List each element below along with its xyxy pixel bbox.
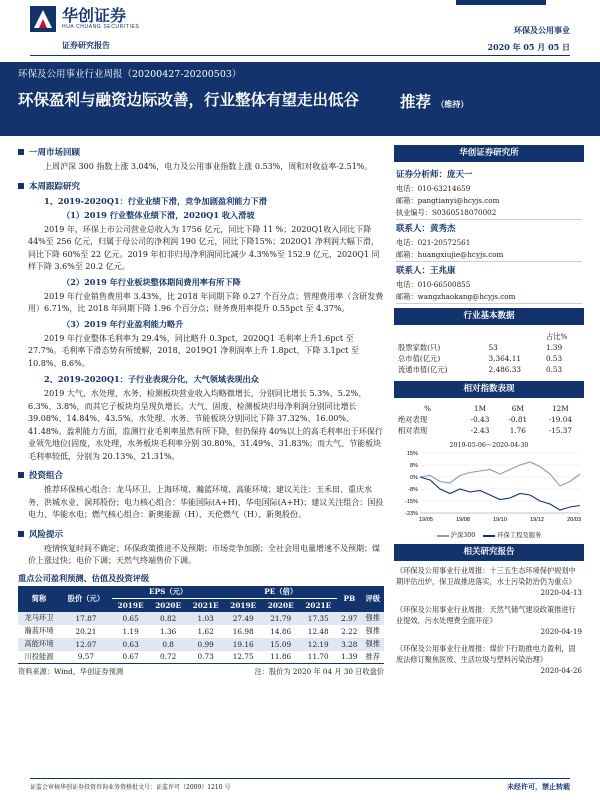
table-cell: 12.75 (224, 651, 262, 664)
analyst-list (394, 162, 584, 308)
legend-swatch-icon (437, 535, 449, 537)
section-title: 本周跟踪研究 (29, 181, 81, 192)
x-tick-label: 19/05 (419, 517, 433, 523)
col-header: 2020E (149, 599, 187, 612)
col-header (489, 331, 546, 342)
report-title: 《环保及公用事业行业周报：天然气储气建设政策推进行业提效，污水处理费全面开征》 (396, 605, 576, 625)
analyst-name: 联系人：黄秀杰 (396, 224, 456, 234)
section-portfolio (18, 469, 384, 481)
analyst-phone: 电话：010-63214659 (396, 184, 471, 193)
table-cell: 21.79 (262, 612, 300, 625)
table-cell: 1.76 (509, 426, 526, 435)
section-research (18, 180, 384, 192)
performance-bar: 相对指数表现 (394, 381, 584, 398)
col-header: 2020E (262, 599, 300, 612)
report-title: 《环保及公用事业行业周报：煤价下行助推电力盈利，固废法修订聚焦医废、生活垃圾与塑料污染治理》 (396, 644, 576, 664)
header-meta (488, 22, 570, 56)
analyst-email: 邮箱：huangxiujie@hcyjs.com (396, 249, 582, 262)
rating (400, 90, 468, 112)
report-title: 环保盈利与融资边际改善，行业整体有望走出低谷 (18, 90, 360, 109)
table-cell: -2.43 (470, 426, 490, 435)
table-cell: 绝对表现 (398, 414, 428, 424)
paragraph: 2019 年行业销售费用率 3.43%，比 2018 年同期下降 0.27 个百分点；管理费用率（含研发费用）6.71%，比 2018 年同期下降 1.96 个百分点；财务费用率提升 0.55pct 至 4.37%。 (28, 291, 384, 313)
basic-data-bar: 行业基本数据 (394, 308, 584, 325)
table-cell: 17.35 (299, 612, 337, 625)
col-header: PB (337, 586, 362, 612)
y-tick-label: 8% (410, 463, 418, 469)
table-cell: 川投能源 (18, 651, 60, 664)
footer-license: 证监会审核华创证券投资咨询业务资格批文号：证监许可（2009）1210 号 (30, 784, 231, 791)
report-subtitle: 环保及公用事业行业周报（20200427-20200503） (18, 69, 242, 80)
table-cell: -0.81 (508, 415, 528, 424)
table-row (394, 425, 584, 436)
table-row (394, 364, 584, 375)
chart-title: 2019-05-06～2020-04-30 (449, 442, 529, 449)
analyst-cert: 执业编号：S0360518070002 (396, 207, 582, 220)
col-header: 占比% (545, 331, 568, 341)
x-tick-label: 19/10 (493, 517, 507, 523)
table-cell: 瀚蓝环境 (18, 625, 60, 638)
col-header: 2021E (187, 599, 225, 612)
col-header: 股价（元） (60, 586, 112, 612)
paragraph: 2019 年，环保上市公司营业总收入为 1756 亿元，同比下降 11 %；2020Q1收入同比下降 44%至 256 亿元，归属于母公司的净利润 190 亿元，同比下降15%；2020Q1 净利润大幅下滑，同比下降 60%至 22 亿元。2019 年扣非归母净利润同比减少 4.3%%至 152.9 亿元，2020Q1 同样下降 3.6%至 20.2 亿元。 (28, 224, 380, 271)
table-cell: -15.37 (548, 426, 573, 435)
col-header: 2019E (112, 599, 150, 612)
sidebar (394, 145, 584, 682)
legend-label: 沪深300 (450, 532, 476, 539)
logo-emblem-icon (30, 6, 56, 32)
report-type: 证券研究报告 (62, 40, 110, 50)
paragraph: 推荐环保核心组合：龙马环卫、上海环境、瀚蓝环境、高能环境；建议关注：玉禾田、重庆水务、洪城水业、洞邦股份；电力核心组合：华能国际(A+H)、华电国际(A+H)；建议关注组合：国投电力、华能水电；燃气核心组合：新奥能源（H）、天伦燃气（H）、新奥股份。 (28, 485, 384, 519)
table-row (394, 342, 584, 353)
analyst-block (396, 223, 582, 262)
report-title: 《环保及公用事业行业周报：十三五生态环境保护规划中期评估出炉，保卫战推进落实，水土污染防治仍为重点》 (396, 566, 576, 586)
table-cell: 12.07 (60, 638, 112, 651)
col-header: 6M (511, 404, 524, 413)
table-cell: 相对表现 (398, 425, 428, 435)
table-row (18, 612, 384, 625)
bullet-square-icon (18, 183, 24, 189)
analyst-block (396, 169, 582, 220)
analyst-phone: 电话：010-66500855 (396, 280, 471, 289)
footer-divider (30, 778, 570, 779)
table-cell: 11.70 (299, 651, 337, 664)
table-cell: 股票家数(只) (398, 342, 441, 352)
table-cell: 0.72 (149, 651, 187, 664)
table-cell: 0.67 (112, 651, 150, 664)
table-cell: 2.22 (337, 625, 362, 638)
logo-name-cn: 华创证券 (62, 6, 127, 25)
header-accent-tab (456, 0, 546, 5)
table-cell: 15.09 (262, 638, 300, 651)
table-cell: 9.57 (60, 651, 112, 664)
analyst-email: 邮箱：wangzhaokang@hcyjs.com (396, 291, 582, 304)
table-row (18, 651, 384, 664)
table-footnote (18, 667, 384, 677)
subheading: 2、2019-2020Q1：子行业表现分化，大气领域表现出众 (44, 374, 259, 384)
bullet-square-icon (18, 531, 24, 537)
analyst-email: 邮箱：pangtianyi@hcyjs.com (396, 196, 500, 205)
legend-swatch-icon (483, 535, 495, 537)
source-note: 资料来源：Wind，华创证券预测 (18, 667, 124, 676)
analyst-phone: 电话：021-20572561 (396, 238, 471, 247)
table-cell: 1.03 (187, 612, 225, 625)
analyst-name: 联系人：王兆康 (396, 266, 456, 276)
table-cell: 14.86 (262, 625, 300, 638)
x-tick-label: 19/12 (530, 517, 544, 523)
table-cell: 16.98 (224, 625, 262, 638)
table-cell: 0.8 (149, 638, 187, 651)
col-header: EPS（元） (112, 586, 225, 599)
paragraph: 2019 年行业整体毛利率为 29.4%，同比略升 0.3pct，2020Q1 毛利率上升1.6pct 至 27.7%。毛利率下滑态势有所缓解，2018、2019Q1 净利润率上升 1.8pct、下降 3.1pct 至 10.8%、8.6%。 (28, 333, 360, 368)
industry-label: 环保及公用事业 (514, 25, 570, 35)
table-cell: 推荐 (362, 651, 384, 664)
table-cell: 0.53 (545, 354, 563, 363)
table-cell: 1.39 (337, 651, 362, 664)
section-title: 一周市场回顾 (29, 148, 81, 158)
institute-bar: 华创证券研究所 (394, 145, 584, 162)
table-cell: 3,364.11 (488, 354, 522, 363)
subheading: （3）2019 年行业盈利能力略升 (62, 318, 184, 329)
title-band (0, 62, 600, 136)
table-cell: 1.39 (545, 343, 563, 352)
table-row (18, 638, 384, 651)
y-tick-label: -15% (405, 499, 418, 505)
price-note: 注：股价为 2020 年 04 月 30 日收盘价 (254, 667, 384, 676)
paragraph: 2019 大气、水处理、水务、检测板块营业收入均略微增长，分别同比增长 5.3%、5.2%、6.3%、3.8%，而其它子板块均呈现负增长。大气、固废、检测板块归母净利润分别同比增长 39.08%、14.84%、43.5%。水处理、水务、节能板块分别同比下降 37.32%、16.00%、41.48%。盈利能力方面，监测行业毛利率虽然有所下降，但仍保持 40%以上的高毛利率出于环保行业领先地位(固废，水处理，水务板块毛利率分别 30.80%、31.49%、31.83%；而大气、节能板块毛利率较低，分别为 20.13%、21.31%。 (28, 389, 383, 461)
table-cell: 1.62 (187, 625, 225, 638)
table-cell: 11.86 (262, 651, 300, 664)
related-reports-bar: 相关研究报告 (394, 544, 584, 561)
y-tick-label: 15% (406, 451, 418, 457)
table-cell: 0.82 (149, 612, 187, 625)
table-cell: 19.16 (224, 638, 262, 651)
rating-note: （维持） (436, 99, 469, 109)
analyst-name: 证券分析师：庞天一 (396, 170, 473, 180)
col-header: 简称 (18, 586, 60, 612)
section-risk (18, 528, 384, 540)
main-content (18, 140, 384, 677)
chart-legend (394, 530, 584, 539)
company-logo (30, 6, 139, 32)
y-tick-label: 0% (410, 475, 418, 481)
header-divider (30, 55, 570, 56)
table-row (394, 414, 584, 425)
table-cell: 1.19 (112, 625, 150, 638)
footer-copyright: 未经许可，禁止转载 (507, 782, 570, 791)
legend-item (483, 530, 541, 539)
table-cell: 0.65 (112, 612, 150, 625)
y-tick-label: -23% (405, 511, 418, 517)
table-row (18, 625, 384, 638)
table-cell: 0.99 (187, 638, 225, 651)
basic-data-table (394, 331, 584, 375)
table-cell: 0.63 (112, 638, 150, 651)
col-header: 12M (551, 404, 569, 413)
table-cell: 12.19 (299, 638, 337, 651)
table-cell: 龙马环卫 (18, 612, 60, 625)
table-cell: -19.04 (548, 415, 573, 424)
table-cell: 强推 (362, 612, 384, 625)
legend-item (437, 530, 476, 539)
table-cell: 强推 (362, 625, 384, 638)
paragraph: 疫情恢复时间不确定；环保政策推进不及预期；市场竞争加剧；全社会用电量增速不及预期；煤价上涨过快；电价下调；天然气终端售价下调。 (28, 543, 380, 565)
table-cell: -0.43 (470, 415, 490, 424)
table-cell: 强推 (362, 638, 384, 651)
series-line-0 (420, 462, 580, 486)
legend-label: 环保工程及服务 (497, 532, 542, 539)
report-date: 2020-04-26 (540, 666, 582, 675)
table-cell: 流通市值(亿元) (398, 364, 448, 374)
table-cell: 0.53 (545, 365, 563, 374)
table-cell: 27.49 (224, 612, 262, 625)
col-header: PE（倍） (224, 586, 337, 599)
table-cell: 高能环境 (18, 638, 60, 651)
table-cell: 2,486.33 (488, 365, 522, 374)
table-row (394, 353, 584, 364)
section-title: 投资组合 (29, 471, 64, 481)
subheading: （2）2019 年行业板块整体期间费用率有所下降 (62, 276, 241, 287)
table-cell: 12.48 (299, 625, 337, 638)
table-cell: 0.73 (187, 651, 225, 664)
table-cell: 53 (488, 343, 498, 352)
report-date: 2020-04-13 (540, 588, 582, 597)
col-header: 2021E (299, 599, 337, 612)
table-cell: 17.87 (60, 612, 112, 625)
section-title: 风险提示 (29, 529, 64, 540)
report-date: 2020 年 05 月 05 日 (487, 42, 570, 52)
forecast-table (18, 586, 384, 665)
bullet-square-icon (18, 472, 24, 478)
bullet-square-icon (18, 149, 24, 155)
relative-performance-chart (394, 449, 584, 527)
section-market-review (18, 146, 384, 158)
logo-name-en: HUA CHUANG SECURITIES (62, 24, 140, 30)
col-header: 1M (473, 404, 487, 413)
table-cell: 2.97 (337, 612, 362, 625)
table-cell: 3.28 (337, 638, 362, 651)
rating-label: 推荐 (400, 92, 432, 111)
table-cell: 20.21 (60, 625, 112, 638)
performance-table (394, 403, 584, 436)
col-header (394, 331, 489, 342)
table-cell: 1.36 (149, 625, 187, 638)
analyst-block (396, 265, 582, 304)
col-header: 评级 (362, 586, 384, 612)
table-caption: 重点公司盈利预测、估值及投资评级 (18, 572, 150, 583)
paragraph: 上周沪深 300 指数上涨 3.04%，电力及公用事业指数上涨 0.53%，周和对收益率-2.51%。 (44, 162, 373, 171)
subheading: 1、2019-2020Q1：行业业绩下滑，竞争加剧盈利能力下滑 (44, 195, 268, 206)
table-cell: 总市值(亿元) (398, 353, 441, 363)
x-tick-label: 20/03 (567, 517, 581, 523)
report-date: 2020-04-19 (540, 627, 582, 636)
subheading: （1）2019 行业整体业绩下滑，2020Q1 收入滑坡 (62, 209, 255, 220)
x-tick-label: 19/08 (456, 517, 470, 523)
y-tick-label: -8% (408, 487, 418, 493)
related-reports-list (394, 561, 584, 676)
col-header: 2019E (224, 599, 262, 612)
col-header: % (424, 404, 431, 413)
